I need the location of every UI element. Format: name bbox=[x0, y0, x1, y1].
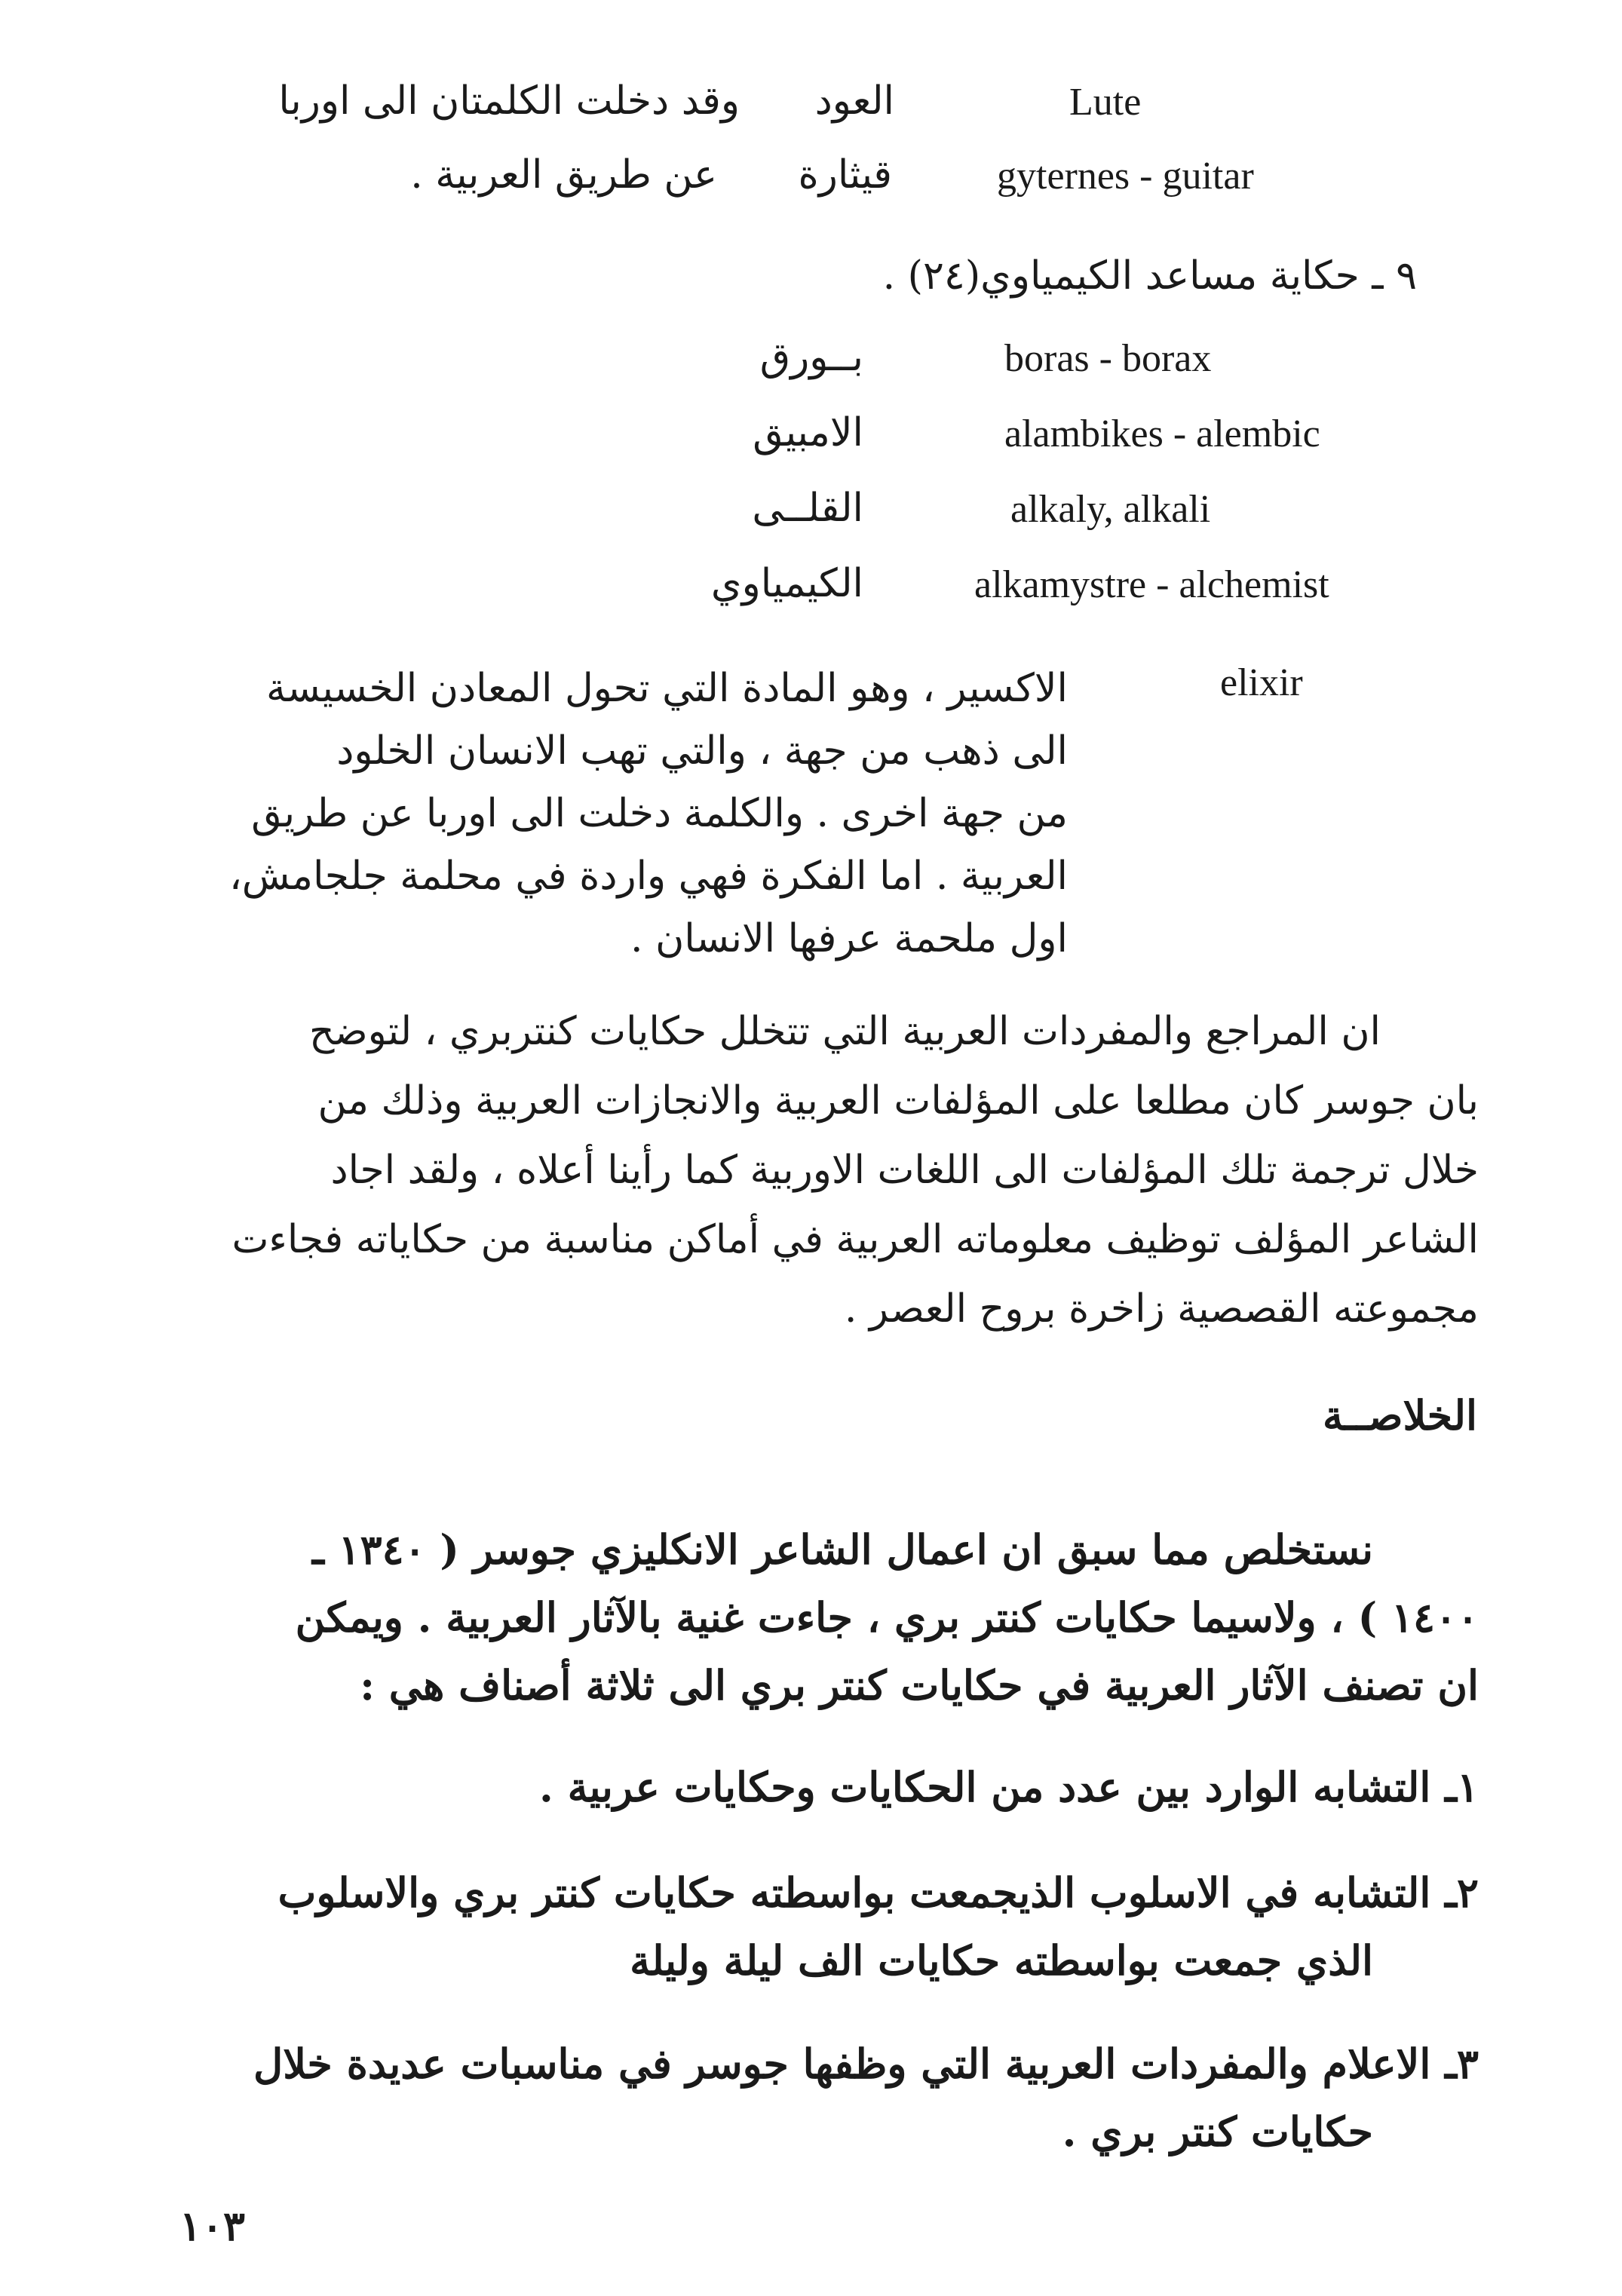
glossary-latin-term: alkamystre - alchemist bbox=[974, 563, 1329, 606]
elixir-latin-term: elixir bbox=[1220, 661, 1303, 704]
elixir-line: من جهة اخرى . والكلمة دخلت الى اوربا عن طريق bbox=[251, 791, 1068, 836]
summary-intro bbox=[152, 1516, 1479, 1719]
top-arabic-phrase-2: عن طريق العربية . bbox=[410, 152, 717, 198]
summary-item-line: ٢ـ التشابه في الاسلوب الذيجمعت بواسطته حكايات كنتر بري والاسلوب bbox=[277, 1868, 1479, 1917]
top-arabic-phrase-1: وقد دخلت الكلمتان الى اوربا bbox=[278, 78, 740, 124]
summary-item-line: الذي جمعت بواسطته حكايات الف ليلة وليلة bbox=[630, 1936, 1373, 1985]
glossary-latin-term: boras - borax bbox=[1004, 337, 1212, 380]
elixir-definition bbox=[163, 658, 1068, 970]
paragraph-line: ان المراجع والمفردات العربية التي تتخلل حكايات كنتربري ، لتوضح bbox=[308, 1009, 1381, 1054]
top-arabic-term-1: العود bbox=[814, 78, 894, 124]
summary-intro-line: ١٤٠٠ ) ، ولاسيما حكايات كنتر بري ، جاءت غنية بالآثار العربية . ويمكن bbox=[295, 1593, 1479, 1642]
elixir-line: الاكسير ، وهو المادة التي تحول المعادن الخسيسة bbox=[266, 666, 1068, 711]
glossary-latin-term: alkaly, alkali bbox=[1010, 488, 1211, 531]
top-latin-term-2: gyternes - guitar bbox=[997, 155, 1254, 198]
summary-item-2 bbox=[152, 1859, 1479, 1994]
summary-item-line: حكايات كنتر بري . bbox=[1062, 2107, 1373, 2156]
summary-intro-line: ان تصنف الآثار العربية في حكايات كنتر بري الى ثلاثة أصناف هي : bbox=[360, 1661, 1479, 1709]
glossary-latin-term: alambikes - alembic bbox=[1004, 412, 1320, 455]
body-paragraph bbox=[159, 997, 1479, 1344]
page-number: ١٠٣ bbox=[179, 2202, 246, 2250]
summary-item-1 bbox=[152, 1753, 1479, 1821]
top-arabic-term-2: قيثارة bbox=[798, 152, 892, 198]
paragraph-line: مجموعته القصصية زاخرة بروح العصر . bbox=[844, 1286, 1479, 1332]
summary-title: الخلاصــة bbox=[1323, 1391, 1477, 1439]
elixir-line: العربية . اما الفكرة فهي واردة في محلمة جلجامش، bbox=[229, 854, 1068, 899]
summary-intro-line: نستخلص مما سبق ان اعمال الشاعر الانكليزي جوسر ( ١٣٤٠ ـ bbox=[311, 1525, 1373, 1574]
section-heading: ٩ ـ حكاية مساعد الكيمياوي(٢٤) . bbox=[882, 253, 1417, 299]
summary-item-3 bbox=[152, 2030, 1479, 2166]
glossary-arabic-term: القلــى bbox=[752, 486, 863, 531]
summary-item-line: ٣ـ الاعلام والمفردات العربية التي وظفها جوسر في مناسبات عديدة خلال bbox=[253, 2040, 1479, 2088]
paragraph-line: بان جوسر كان مطلعا على المؤلفات العربية والانجازات العربية وذلك من bbox=[317, 1078, 1479, 1123]
glossary-arabic-term: بــورق bbox=[759, 335, 863, 380]
summary-item-line: ١ـ التشابه الوارد بين عدد من الحكايات وحكايات عربية . bbox=[539, 1763, 1479, 1811]
paragraph-line: خلال ترجمة تلك المؤلفات الى اللغات الاوربية كما رأينا أعلاه ، ولقد اجاد bbox=[330, 1148, 1479, 1193]
paragraph-line: الشاعر المؤلف توظيف معلوماته العربية في أماكن مناسبة من حكاياته فجاءت bbox=[231, 1217, 1479, 1262]
top-latin-term-1: Lute bbox=[1069, 81, 1142, 124]
glossary-arabic-term: الامبيق bbox=[753, 410, 863, 455]
elixir-line: الى ذهب من جهة ، والتي تهب الانسان الخلود bbox=[336, 728, 1068, 774]
elixir-line: اول ملحمة عرفها الانسان . bbox=[630, 916, 1068, 961]
glossary-arabic-term: الكيمياوي bbox=[710, 561, 863, 606]
